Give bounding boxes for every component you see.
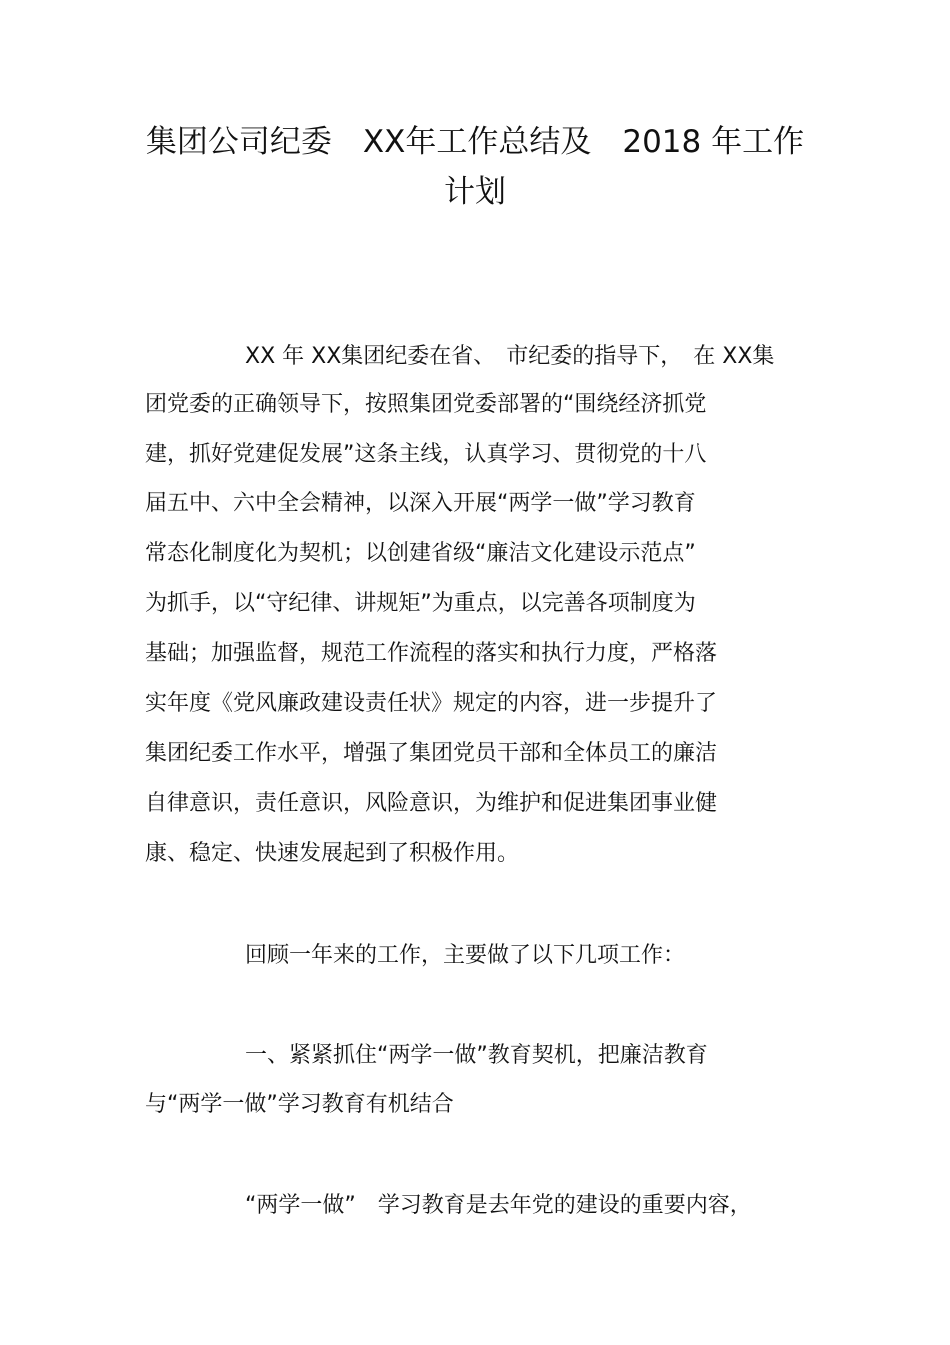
- section-heading-line: 一、紧紧抓住“两学一做”教育契机，把廉洁教育: [245, 1043, 708, 1068]
- paragraph-line: 基础；加强监督，规范工作流程的落实和执行力度，严格落: [145, 641, 718, 666]
- paragraph-line: XX 年 XX集团纪委在省、 市纪委的指导下， 在 XX集: [245, 344, 775, 369]
- paragraph-line: 为抓手，以“守纪律、讲规矩”为重点，以完善各项制度为: [145, 591, 696, 616]
- paragraph-line: 回顾一年来的工作，主要做了以下几项工作：: [245, 943, 686, 968]
- paragraph-line: 康、稳定、快速发展起到了积极作用。: [145, 841, 520, 866]
- paragraph-line: 集团纪委工作水平，增强了集团党员干部和全体员工的廉洁: [145, 741, 718, 766]
- paragraph-line: 常态化制度化为契机；以创建省级“廉洁文化建设示范点”: [145, 541, 696, 566]
- paragraph-line: 自律意识，责任意识，风险意识，为维护和促进集团事业健: [145, 791, 718, 816]
- paragraph-line: 建，抓好党建促发展”这条主线，认真学习、贯彻党的十八: [145, 442, 707, 467]
- document-title-line-2: 计划: [444, 174, 506, 210]
- paragraph-line: 实年度《党风廉政建设责任状》规定的内容，进一步提升了: [145, 691, 718, 716]
- paragraph-line: 届五中、六中全会精神，以深入开展“两学一做”学习教育: [145, 491, 696, 516]
- paragraph-line: 团党委的正确领导下，按照集团党委部署的“围绕经济抓党: [145, 392, 707, 417]
- document-title-line-1: 集团公司纪委 XX年工作总结及 2018 年工作: [145, 124, 805, 160]
- section-heading-line: 与“两学一做”学习教育有机结合: [145, 1092, 454, 1117]
- paragraph-line: “两学一做” 学习教育是去年党的建设的重要内容，: [245, 1193, 752, 1218]
